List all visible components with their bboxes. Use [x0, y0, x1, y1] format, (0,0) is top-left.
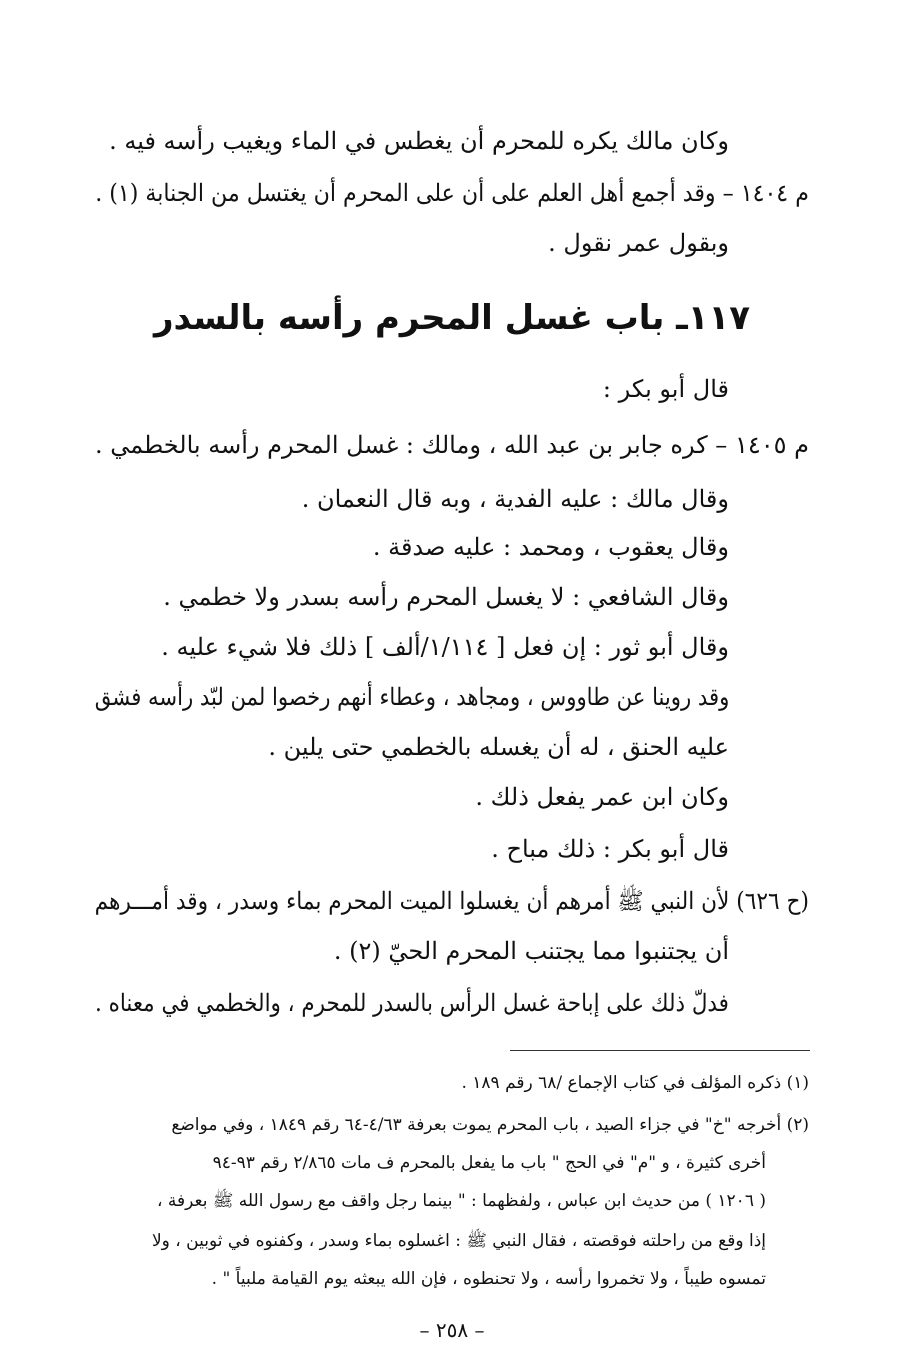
body-line-abu-bakr: قال أبو بكر : — [602, 375, 729, 403]
body-line-malik: وقال مالك : عليه الفدية ، وبه قال النعمان . — [301, 485, 729, 513]
footnote-1: (١) ذكره المؤلف في كتاب الإجماع /٦٨ رقم ١٨٩ . — [461, 1073, 809, 1093]
issue-1405: م ١٤٠٥ – كره جابر بن عبد الله ، ومالك : غسل المحرم رأسه بالخطمي . — [94, 431, 809, 459]
hadith-626: (ح ٦٢٦) لأن النبي ﷺ أمرهم أن يغسلوا الميت المحرم بماء وسدر ، وقد أمـــرهم — [94, 887, 809, 915]
chapter-heading: ١١٧ـ باب غسل المحرم رأسه بالسدر — [153, 298, 751, 338]
body-line-abu-bakr-2: قال أبو بكر : ذلك مباح . — [491, 835, 729, 863]
footnote-2-line-2: أخرى كثيرة ، و "م" في الحج " باب ما يفعل بالمحرم ف مات ٢/٨٦٥ رقم ٩٣-٩٤ — [212, 1153, 766, 1173]
body-line-ibn-umar: وكان ابن عمر يفعل ذلك . — [475, 783, 729, 811]
footnote-2: (٢) أخرجه "خ" في جزاء الصيد ، باب المحرم يموت بعرفة ٤/٦٣-٦٤ رقم ١٨٤٩ ، وفي مواضع — [171, 1115, 809, 1135]
page-number: – ٢٥٨ – — [419, 1318, 485, 1342]
footnote-2-line-5: تمسوه طيباً ، ولا تخمروا رأسه ، ولا تحنطوه ، فإن الله يبعثه يوم القيامة ملبياً " . — [211, 1269, 766, 1289]
body-line-1: وكان مالك يكره للمحرم أن يغطس في الماء ويغيب رأسه فيه . — [109, 127, 729, 155]
body-line-tawus-cont: عليه الحنق ، له أن يغسله بالخطمي حتى يلين . — [268, 733, 729, 761]
body-line-shafii: وقال الشافعي : لا يغسل المحرم رأسه بسدر ولا خطمي . — [163, 583, 729, 611]
footnote-separator — [510, 1050, 810, 1051]
body-line-conclusion: فدلّ ذلك على إباحة غسل الرأس بالسدر للمحرم ، والخطمي في معناه . — [95, 989, 729, 1017]
hadith-626-cont: أن يجتنبوا مما يجتنب المحرم الحيّ (٢) . — [333, 937, 729, 965]
body-line-tawus: وقد روينا عن طاووس ، ومجاهد ، وعطاء أنهم رخصوا لمن لبّد رأسه فشق — [94, 683, 729, 711]
footnote-2-line-3: ( ١٢٠٦ ) من حديث ابن عباس ، ولفظهما : " بينما رجل واقف مع رسول الله ﷺ بعرفة ، — [156, 1191, 766, 1211]
footnote-2-line-4: إذا وقع من راحلته فوقصته ، فقال النبي ﷺ : اغسلوه بماء وسدر ، وكفنوه في ثوبين ، ولا — [151, 1231, 766, 1251]
body-line-abu-thawr: وقال أبو ثور : إن فعل [ ١/١١٤/ألف ] ذلك فلا شيء عليه . — [161, 633, 729, 661]
body-line-3: وبقول عمر نقول . — [548, 229, 729, 257]
issue-1404: م ١٤٠٤ – وقد أجمع أهل العلم على أن على المحرم أن يغتسل من الجنابة (١) . — [95, 179, 809, 207]
body-line-yaqub: وقال يعقوب ، ومحمد : عليه صدقة . — [372, 533, 729, 561]
